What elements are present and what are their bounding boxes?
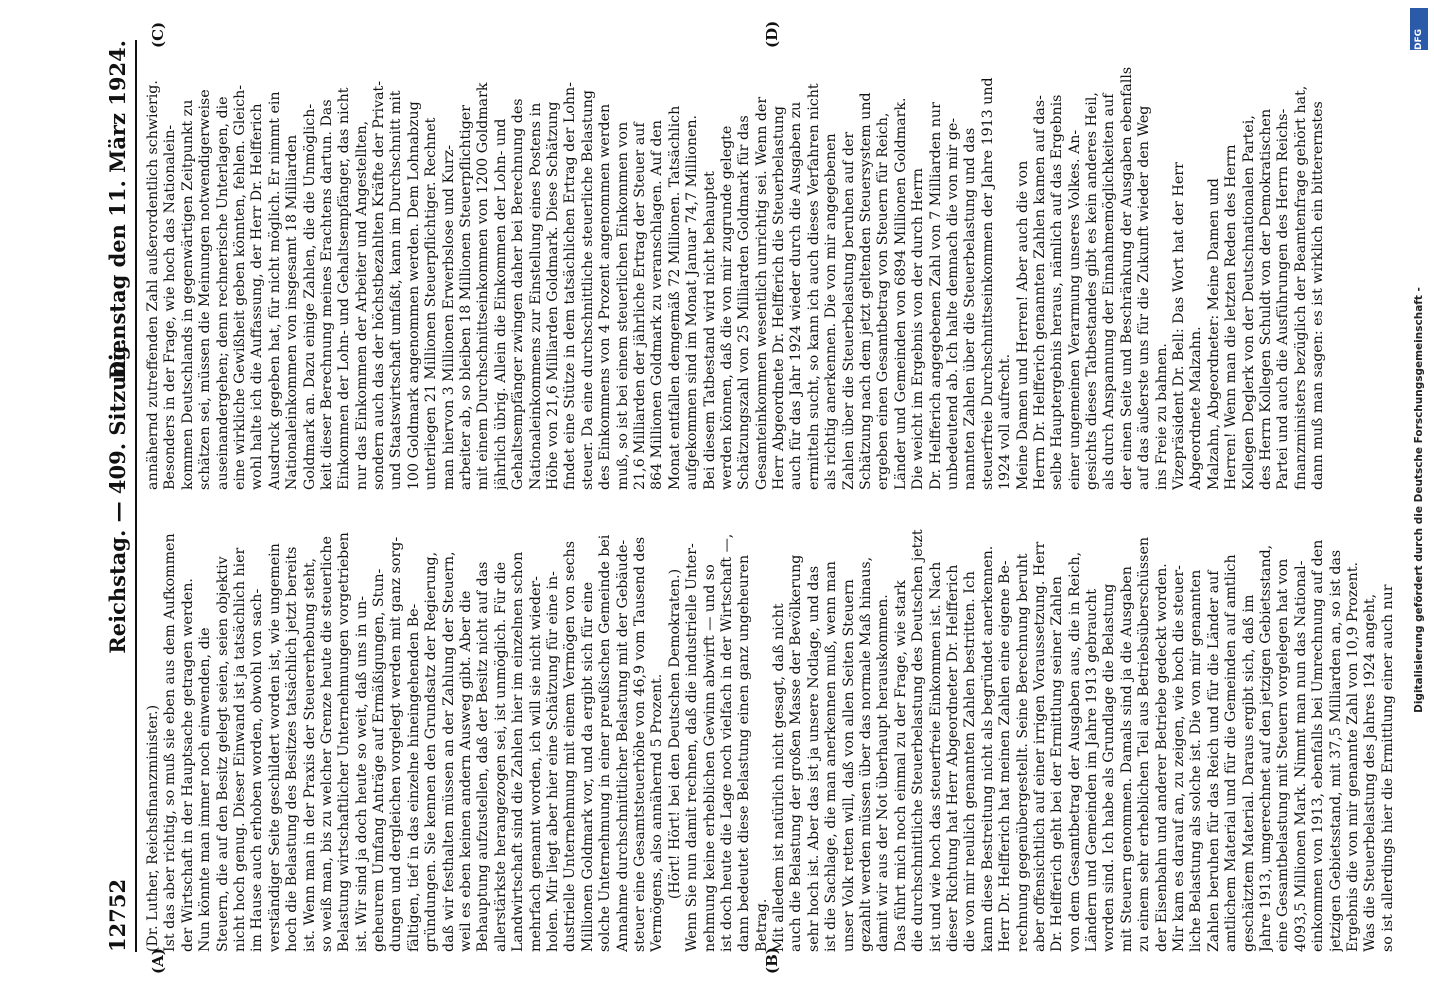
text-line: hoch die Belastung des Besitzes tatsächlich jetzt bereits xyxy=(284,546,301,952)
text-line: daß wir festhalten müssen an der Zahlung der Steuern, xyxy=(440,551,457,952)
text-line: ist doch heute die Lage noch vielfach in der Wirtschaft —, xyxy=(718,533,735,952)
text-line: Goldmark an. Dazu einige Zahlen, die die Unmöglich- xyxy=(301,103,318,490)
text-line: werden können, daß die von mir zugrunde gelegte xyxy=(718,125,735,490)
text-line: holen. Mir liegt aber hier eine Schätzung für eine in- xyxy=(544,571,561,952)
page-date: Dienstag den 11. März 1924. xyxy=(105,40,130,380)
text-line: gesichts dieses Tatbestandes gibt es kein anderes Heil, xyxy=(1084,92,1101,490)
text-line: als richtig anerkennen. Die von mir angegebenen xyxy=(823,133,840,490)
text-line: Vizepräsident Dr. Bell: Das Wort hat der Herr xyxy=(1171,162,1188,490)
text-line: keit dieser Berechnung meines Erachtens dartun. Das xyxy=(318,99,335,490)
text-line: Die weicht im Ergebnis von der durch Herrn xyxy=(910,168,927,490)
text-line: Was die Steuerbelastung des Jahres 1924 angeht, xyxy=(1362,593,1379,952)
text-line: Behauptung aufzustellen, daß der Besitz nicht auf das xyxy=(475,561,492,952)
text-line: so weiß man, bis zu welcher Grenze heute die steuerliche xyxy=(318,536,335,952)
text-line: steuer eine Gesamtsteuerhöhe von 46,9 vom Tausend des xyxy=(631,536,648,952)
text-line: Zahlen beruhen für das Reich und für die Länder auf xyxy=(1205,570,1222,952)
text-line: Einkommen der Lohn- und Gehaltsempfänger, das nicht xyxy=(336,87,353,490)
text-line: sehr hoch ist. Aber das ist ja unsere Notlage, und das xyxy=(805,565,822,952)
text-line: dann muß man sagen: es ist wirklich ein bitterernstes xyxy=(1310,101,1327,490)
text-line: ergeben einen Gesamtbetrag von Steuern für Reich, xyxy=(875,112,892,490)
text-line: fältigen, tief in das einzelne hineingehenden Be- xyxy=(405,603,422,952)
margin-marker-c: (C) xyxy=(149,21,167,48)
text-line: Meine Damen und Herren! Aber auch die von xyxy=(1014,160,1031,490)
text-line: nur das Einkommen der Arbeiter und Angestellten, xyxy=(353,120,370,490)
text-line: Gesamteinkommen wesentlich unrichtig sei. Wenn der xyxy=(753,96,770,490)
text-line: Bei diesem Tatbestand wird nicht behauptet xyxy=(701,171,718,490)
text-line: geheurem Umfang Anträge auf Ermäßigungen, Stun- xyxy=(371,568,388,952)
text-line: Schätzung nach dem jetzt geltenden Steuersystem und xyxy=(858,92,875,490)
text-line: sondern auch das der höchstbezahlten Kräfte der Privat- xyxy=(371,80,388,490)
text-line: mehrfach genannt worden, ich will sie nicht wieder- xyxy=(527,576,544,952)
text-line: weil es eben keinen andern Ausweg gibt. Aber die xyxy=(458,590,475,952)
text-line: damit wir aus der Not überhaupt herauskommen. xyxy=(875,594,892,952)
text-line: 100 Goldmark angenommen werden. Dem Lohnabzug xyxy=(405,101,422,490)
text-line: ins Freie zu bahnen. xyxy=(1153,343,1170,490)
text-line: 864 Millionen Goldmark zu veranschlagen. Auf den xyxy=(649,120,666,490)
text-line: 21,6 Milliarden der jährliche Ertrag der Steuer auf xyxy=(631,122,648,490)
text-line: auch für das Jahr 1924 wieder durch die Ausgaben zu xyxy=(788,101,805,490)
text-line: (Hört! Hört! bei den Deutschen Demokraten.) xyxy=(666,568,683,900)
text-line: Wenn Sie nun damit rechnen, daß die industrielle Unter- xyxy=(684,543,701,952)
digitization-credit xyxy=(1408,8,1430,992)
text-line: Länder und Gemeinden von 6894 Millionen Goldmark. xyxy=(892,97,909,490)
text-line: mit einem Durchschnittseinkommen von 1200 Goldmark xyxy=(475,82,492,490)
text-line: schätzen sei, müssen die Meinungen notwendigerweise xyxy=(197,89,214,490)
text-line: so ist allerdings hier die Ermittlung einer auch nur xyxy=(1379,584,1396,952)
header-rule xyxy=(135,40,137,952)
text-line: der Wirtschaft in der Hauptsache getragen werden. xyxy=(179,578,196,952)
text-line: liche Belastung als solche ist. Die von mir genannten xyxy=(1188,569,1205,952)
text-line: unser Volk retten will, daß von allen Seiten Steuern xyxy=(840,579,857,952)
text-line: nehmung keine erheblichen Gewinn abwirft — und so xyxy=(701,564,718,952)
text-line: nicht hoch genug. Dieser Einwand ist ja tatsächlich hier xyxy=(231,547,248,952)
text-line: ermitteln sucht, so kann ich auch dieses Verfahren nicht xyxy=(805,83,822,490)
text-line: finanzministers bezüglich der Beamtenfrage gehört hat, xyxy=(1292,85,1309,490)
text-line: unbedeutend ab. Ich halte demnach die von mir ge- xyxy=(944,117,961,490)
margin-marker-a: (A) xyxy=(149,948,167,974)
text-line: des Einkommens von 4 Prozent angenommen werden xyxy=(597,103,614,490)
text-line: als durch Anspannung der Einnahmemöglichkeiten auf xyxy=(1101,93,1118,490)
text-line: nannten Zahlen über die Steuerbelastung und das xyxy=(962,127,979,490)
margin-marker-b: (B) xyxy=(763,947,781,974)
text-line: Millionen Goldmark vor, und da ergibt sich für eine xyxy=(579,581,596,952)
text-line: der Eisenbahn und anderer Betriebe gedeckt worden. xyxy=(1153,563,1170,952)
text-line: gründungen. Sie kennen den Grundsatz der Regierung, xyxy=(423,551,440,952)
right-column xyxy=(145,54,1328,490)
text-line: verständiger Seite geschildert worden ist, wie ungemein xyxy=(266,543,283,952)
text-line: Höhe von 21,6 Milliarden Goldmark. Diese Schätzung xyxy=(544,101,561,490)
text-line: Dr. Helfferich angegebenen Zahl von 7 Milliarden nur xyxy=(927,102,944,490)
text-line: Herrn Dr. Helfferich genannten Zahlen kamen auf das- xyxy=(1031,95,1048,490)
text-line: Zahlen über die Steuerbelastung beruhen auf der xyxy=(840,131,857,490)
text-line: Herren! Wenn man die letzten Reden des Herrn xyxy=(1223,144,1240,490)
text-line: kann diese Bestreitung nicht als begründet anerkennen. xyxy=(979,545,996,952)
text-line: Nationaleinkommens zur Einstellung eines Postens in xyxy=(527,102,544,490)
text-line: Schätzungszahl von 25 Milliarden Goldmark für das xyxy=(736,115,753,490)
text-line: Nationaleinkommen von insgesamt 18 Milliarden xyxy=(284,134,301,490)
text-line: einer ungemeinen Verarmung unseres Volkes. An- xyxy=(1066,129,1083,490)
text-line: Ergebnis die von mir genannte Zahl von 10,9 Prozent. xyxy=(1344,561,1361,952)
text-line: Herr Dr. Helfferich hat meinen Zahlen eine eigene Be- xyxy=(997,560,1014,952)
text-line: (Dr. Luther, Reichsfinanzminister.) xyxy=(145,704,161,952)
text-line: und Staatswirtschaft umfaßt, kann im Durchschnitt mit xyxy=(388,90,405,490)
text-line: Partei und auch die Ausführungen des Herrn Reichs- xyxy=(1275,108,1292,490)
text-line: Ausdruck gegeben hat, für nicht möglich. Er nimmt ein xyxy=(266,91,283,490)
text-line: worden sind. Ich habe als Grundlage die Belastung xyxy=(1101,583,1118,952)
text-line: jetzigen Gebietsstand, mit 37,5 Milliarden an, so ist das xyxy=(1327,549,1344,952)
text-line: Steuern, die auf den Besitz gelegt seien, seien objektiv xyxy=(214,556,231,952)
text-line: man hiervon 3 Millionen Erwerbslose und Kurz- xyxy=(440,145,457,490)
text-line: amtlichem Material und für die Gemeinden auf amtlich xyxy=(1223,554,1240,952)
text-line: aber offensichtlich auf einer irrigen Voraussetzung. Herr xyxy=(1031,541,1048,952)
text-line: dungen und dergleichen vorgelegt werden mit ganz sorg- xyxy=(388,536,405,952)
text-line: ist die Sachlage, die man anerkennen muß, wenn man xyxy=(823,561,840,952)
text-line: dann bedeutet diese Belastung einen ganz ungeheuren xyxy=(736,554,753,952)
text-line: kommen Deutschlands in gegenwärtigen Zeitpunkt zu xyxy=(179,99,196,490)
text-line: eine Gesamtbelastung mit Steuern vorgelegen hat von xyxy=(1275,558,1292,952)
text-line: die von mir neulich genannten Zahlen bestritten. Ich xyxy=(962,571,979,952)
text-line: Abgeordnete Malzahn. xyxy=(1188,326,1205,490)
text-line: Nun könnte man immer noch einwenden, die xyxy=(197,627,214,952)
page-number: 12752 xyxy=(105,878,130,952)
left-column xyxy=(145,516,1397,952)
text-line: findet eine Stütze in dem tatsächlichen Ertrag der Lohn- xyxy=(562,82,579,490)
text-line: von dem Gesamtbetrag der Ausgaben aus, die in Reich, xyxy=(1066,551,1083,952)
text-line: rechnung gegenübergestellt. Seine Berechnung beruht xyxy=(1014,553,1031,952)
text-line: unterliegen 21 Millionen Steuerpflichtiger. Rechnet xyxy=(423,117,440,490)
document-page xyxy=(87,20,1396,980)
text-line: Jahre 1913, umgerechnet auf den jetzigen Gebietsstand, xyxy=(1258,544,1274,952)
text-line: gezahlt werden müssen über das normale Maß hinaus, xyxy=(858,556,875,952)
text-line: Malzahn, Abgeordneter: Meine Damen und xyxy=(1205,178,1222,490)
text-line: auch die Belastung der großen Masse der Bevölkerung xyxy=(788,554,805,952)
text-line: Monat entfallen demgemäß 72 Millionen. Tatsächlich xyxy=(666,105,683,490)
text-line: Landwirtschaft sind die Zahlen hier im einzelnen schon xyxy=(510,551,527,952)
dfg-logo: DFG xyxy=(1410,8,1428,50)
page-header xyxy=(101,40,137,952)
margin-marker-d: (D) xyxy=(763,20,781,48)
text-line: Betrag. xyxy=(753,898,770,952)
text-line: eine wirkliche Gewißheit geben könnten, fehlen. Gleich- xyxy=(231,84,248,490)
text-line: Mir kam es darauf an, zu zeigen, wie hoch die steuer- xyxy=(1171,565,1188,952)
credit-text: Digitalisierung gefördert durch die Deutsche Forschungsgemeinschaft - xyxy=(1413,287,1425,713)
text-line: Annahme durchschnittlicher Belastung mit der Gebäude- xyxy=(614,539,631,952)
text-line: Ist das aber richtig, so muß sie eben aus dem Aufkommen xyxy=(162,533,179,952)
text-line: dustrielle Unternehmung mit einem Vermögen von sechs xyxy=(562,541,579,952)
text-line: muß, so ist bei einem steuerlichen Einkommen von xyxy=(614,121,631,490)
text-line: mit Steuern genommen. Damals sind ja die Ausgaben xyxy=(1118,566,1135,952)
text-line: steuer. Da eine durchschnittliche steuerliche Belastung xyxy=(579,90,596,490)
text-line: Ländern und Gemeinden im Jahre 1913 gebraucht xyxy=(1084,589,1101,952)
text-line: arbeiter ab, so bleiben 18 Millionen Steuerpflichtiger xyxy=(458,105,475,490)
text-line: des Herrn Kollegen Schuldt von der Demokratischen xyxy=(1258,108,1274,490)
text-line: der einen Seite und Beschränkung der Ausgaben ebenfalls xyxy=(1118,66,1135,490)
text-line: Kollegen Deglerk von der Deutschnationalen Partei, xyxy=(1240,115,1257,490)
text-line: Besonders in der Frage, wie hoch das Nationalein- xyxy=(162,124,179,490)
text-line: Das führt mich noch einmal zu der Frage, wie stark xyxy=(892,580,909,952)
text-line: Mit alledem ist natürlich nicht gesagt, daß nicht xyxy=(771,603,788,952)
text-line: Herr Abgeordnete Dr. Helfferich die Steuerbelastung xyxy=(771,106,788,490)
text-line: auseinandergehen; denn rechnerische Unterlagen, die xyxy=(214,96,231,490)
text-line: ist. Wir sind ja doch heute so weit, daß uns in un- xyxy=(353,595,370,952)
text-line: Vermögens, also annähernd 5 Prozent. xyxy=(649,673,666,952)
text-line: selbe Hauptergebnis heraus, nämlich auf das Ergebnis xyxy=(1049,94,1066,490)
text-line: ist. Wenn man in der Praxis der Steuererhebung steht, xyxy=(301,557,318,952)
text-line: 4093,5 Millionen Mark. Nimmt man nun das National- xyxy=(1292,560,1309,952)
text-line: 1924 voll aufrecht. xyxy=(997,353,1014,490)
text-line: jährlich übrig. Allein die Einkommen der Lohn- und xyxy=(492,118,509,490)
text-line: ist und wie hoch das steuerfreie Einkommen ist. Nach xyxy=(927,561,944,952)
text-line: die durchschnittliche Steuerbelastung des Deutschen jetzt xyxy=(910,529,927,952)
text-line: im Hause auch erhoben worden, obwohl von sach- xyxy=(249,588,266,952)
text-line: auf das äußerste uns für die Zukunft wieder den Weg xyxy=(1136,105,1153,490)
text-line: solche Unternehmung in einer preußischen Gemeinde bei xyxy=(597,534,614,952)
text-line: geschätztem Material. Daraus ergibt sich, daß im xyxy=(1240,594,1257,952)
text-line: Belastung wirtschaftlicher Unternehmungen vorgetrieben xyxy=(336,532,353,952)
text-line: aufgekommen sind im Monat Januar 74,7 Millionen. xyxy=(684,114,701,490)
text-line: Dr. Helfferich geht bei der Ermittlung seiner Zahlen xyxy=(1049,576,1066,952)
text-line: wohl halte ich die Auffassung, der Herr Dr. Helfferich xyxy=(249,103,266,490)
text-line: Gehaltsempfänger zwingen daher bei Berechnung des xyxy=(510,98,527,490)
text-line: dieser Richtung hat Herr Abgeordneter Dr. Helfferich xyxy=(944,564,961,952)
text-line: zu einem sehr erheblichen Teil aus Betriebsüberschüssen xyxy=(1136,537,1153,952)
text-line: einkommen von 1913, ebenfalls bei Umrechnung auf den xyxy=(1310,539,1327,952)
page-running-title: Reichstag. — 409. Sitzung. xyxy=(105,338,130,654)
text-line: steuerfreie Durchschnittseinkommen der Jahre 1913 und xyxy=(979,77,996,490)
text-line: allerstärkste herangezogen sei, ist unmöglich. Für die xyxy=(492,561,509,952)
text-line: annähernd zutreffenden Zahl außerordentlich schwierig. xyxy=(145,80,161,490)
